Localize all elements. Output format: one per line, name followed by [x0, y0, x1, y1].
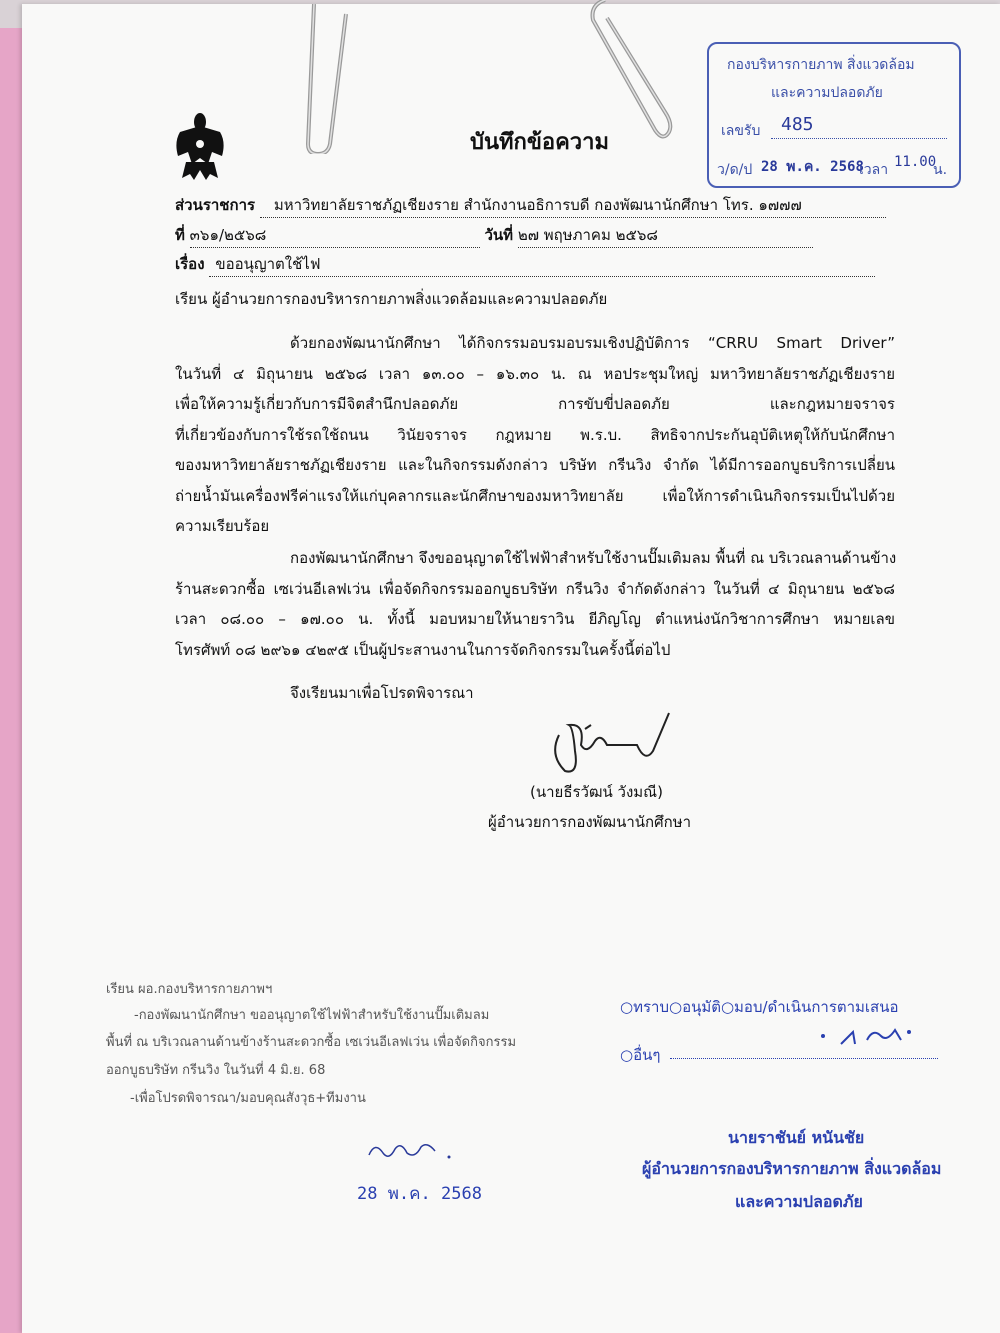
stamp-time-value: 11.00 — [894, 154, 937, 170]
stamp-date-label: ว/ด/ป — [717, 162, 753, 178]
paragraph-line: เพื่อให้ความรู้เกี่ยวกับการมีจิตสำนึกปลอดภัย การขับขี่ปลอดภัย และกฎหมายจราจร — [175, 395, 895, 413]
note-right-position-line1: ผู้อำนวยการกองบริหารกายภาพ สิ่งแวดล้อม — [642, 1159, 942, 1178]
note-right-scribble-icon — [815, 1022, 915, 1050]
paragraph-line: โทรศัพท์ ๐๘ ๒๙๖๑ ๔๒๙๕ เป็นผู้ประสานงานในการจัดกิจกรรมในครั้งนี้ต่อไป — [175, 640, 671, 659]
reference-value: ๓๖๑/๒๕๖๘ — [190, 223, 480, 248]
stamp-dept-line1: กองบริหารกายภาพ สิ่งแวดล้อม — [727, 57, 915, 73]
note-left-initials-icon — [365, 1135, 455, 1165]
stamp-receive-number: 485 — [781, 114, 814, 135]
handwritten-signature-icon — [545, 705, 675, 775]
paragraph-line: ความเรียบร้อย — [175, 517, 270, 535]
stamp-date-value: 28 พ.ค. 2568 — [761, 159, 864, 175]
closing-line: จึงเรียนมาเพื่อโปรดพิจารณา — [290, 684, 474, 702]
note-left-date-stamp: 28 พ.ค. 2568 — [357, 1184, 482, 1204]
signer-name: (นายธีรวัฒน์ วังมณี) — [530, 783, 663, 801]
note-right-position-line2: และความปลอดภัย — [735, 1192, 863, 1211]
paragraph-line: กองพัฒนานักศึกษา จึงขออนุญาตใช้ไฟฟ้าสำหรับใช้งานปั๊มเติมลม พื้นที่ ณ บริเวณลานด้านข้าง — [290, 549, 897, 567]
note-right-options: ○ทราบ○อนุมัติ○มอบ/ดำเนินการตามเสนอ — [620, 998, 899, 1016]
document-title: บันทึกข้อความ — [470, 130, 610, 155]
note-right-name: นายราชันย์ หนันชัย — [728, 1128, 865, 1147]
note-right-other: ○อื่นๆ — [620, 1046, 661, 1064]
paragraph-line: ด้วยกองพัฒนานักศึกษา ได้กิจกรรมอบรมอบรมเชิงปฏิบัติการ “CRRU Smart Driver” — [290, 334, 895, 352]
agency-label: ส่วนราชการ — [175, 196, 256, 214]
paragraph-line: ที่เกี่ยวข้องกับการใช้รถใช้ถนน วินัยจราจร กฎหมาย พ.ร.บ. สิทธิจากประกันอุบัติเหตุให้กับนักศึกษา — [175, 425, 895, 444]
stamp-dept-line2: และความปลอดภัย — [771, 85, 883, 101]
date-label: วันที่ — [484, 226, 514, 244]
date-value: ๒๗ พฤษภาคม ๒๕๖๘ — [518, 223, 813, 248]
reference-label: ที่ — [175, 226, 185, 244]
paper-clip-left-icon — [300, 4, 360, 154]
note-left-line4: ออกบูธบริษัท กรีนวิง ในวันที่ 4 มิ.ย. 68 — [106, 1063, 326, 1078]
paragraph-line: ของมหาวิทยาลัยราชภัฏเชียงราย และในกิจกรรมดังกล่าว บริษัท กรีนวิง จำกัด ได้มีการออกบูธบริการเปลี่ยน — [175, 456, 895, 474]
signer-position: ผู้อำนวยการกองพัฒนานักศึกษา — [488, 813, 692, 831]
salutation: เรียน ผู้อำนวยการกองบริหารกายภาพสิ่งแวดล้อมและความปลอดภัย — [175, 290, 608, 308]
stamp-receive-label: เลขรับ — [721, 123, 761, 139]
body-paragraph-2 — [175, 543, 895, 665]
subject-value: ขออนุญาตใช้ไฟ — [209, 252, 875, 277]
agency-row — [175, 193, 886, 218]
subject-label: เรื่อง — [175, 255, 205, 273]
note-left-line3: พื้นที่ ณ บริเวณลานด้านข้างร้านสะดวกซื้อ เซเว่นอีเลฟเว่น เพื่อจัดกิจกรรม — [106, 1035, 517, 1050]
subject-row — [175, 252, 875, 277]
note-left-line2: -กองพัฒนานักศึกษา ขออนุญาตใช้ไฟฟ้าสำหรับใช้งานปั๊มเติมลม — [134, 1008, 490, 1023]
stamp-time-unit: น. — [933, 162, 948, 178]
stamp-receive-dotline — [771, 138, 947, 139]
paragraph-line: ถ่ายน้ำมันเครื่องฟรีค่าแรงให้แก่บุคลากรและนักศึกษาของมหาวิทยาลัย เพื่อให้การดำเนินกิจกรรมเป็นไปด้วย — [175, 486, 895, 505]
paragraph-line: ร้านสะดวกซื้อ เซเว่นอีเลฟเว่น เพื่อจัดกิจกรรมออกบูธบริษัท กรีนวิง จำกัดดังกล่าว ในวันที่ ๔ มิถุนายน ๒๕๖๘ — [175, 579, 895, 598]
garuda-emblem-icon — [172, 112, 228, 182]
paragraph-line: ในวันที่ ๔ มิถุนายน ๒๕๖๘ เวลา ๑๓.๐๐ – ๑๖.๓๐ น. ณ หอประชุมใหญ่ มหาวิทยาลัยราชภัฏเชียงราย — [175, 364, 895, 383]
stamp-time-label: เวลา — [859, 162, 889, 178]
note-left-line1: เรียน ผอ.กองบริหารกายภาพฯ — [106, 982, 273, 997]
paragraph-line: เวลา ๐๘.๐๐ – ๑๗.๐๐ น. ทั้งนี้ มอบหมายให้นายราวิน ยีภิญโญ ตำแหน่งนักวิชาการศึกษา หมายเลข — [175, 610, 895, 628]
agency-value: มหาวิทยาลัยราชภัฏเชียงราย สำนักงานอธิการบดี กองพัฒนานักศึกษา โทร. ๑๗๗๗ — [260, 193, 886, 218]
note-right-other-dotline — [670, 1058, 938, 1059]
note-left-line5: -เพื่อโปรดพิจารณา/มอบคุณสังวุธ+ทีมงาน — [130, 1091, 366, 1106]
receive-stamp — [707, 42, 961, 188]
reference-row — [175, 223, 813, 248]
body-paragraph-1 — [175, 328, 895, 542]
